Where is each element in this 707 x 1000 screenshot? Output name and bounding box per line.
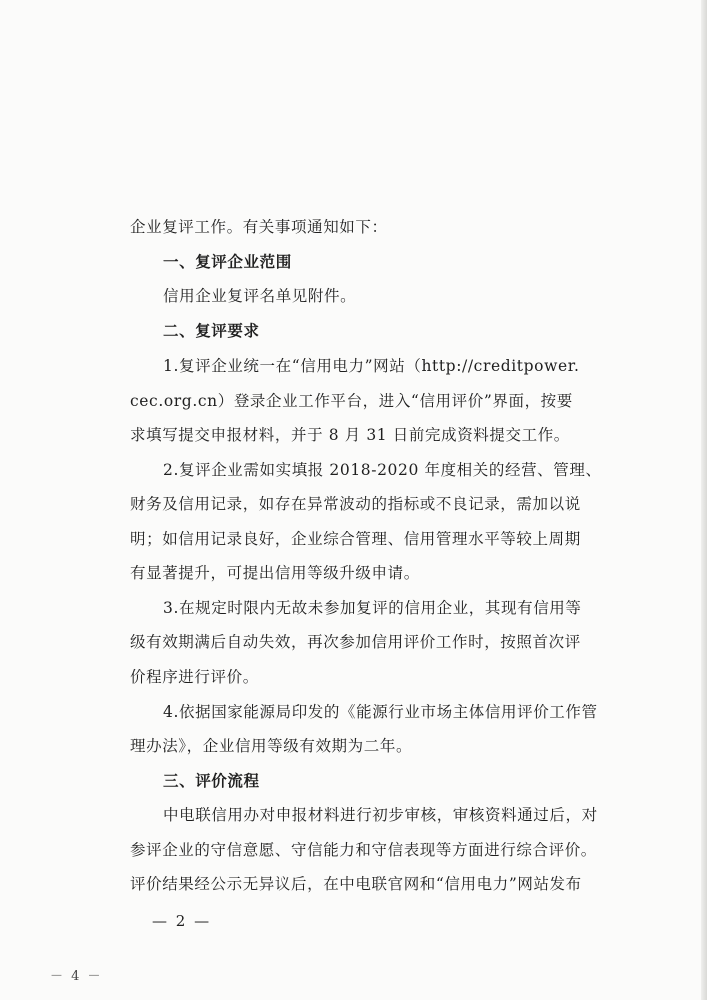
section-heading-1: 一、复评企业范围 bbox=[163, 253, 292, 271]
body-line: 2.复评企业需如实填报 2018-2020 年度相关的经营、管理、 bbox=[163, 461, 602, 479]
body-line: 企业复评工作。有关事项通知如下： bbox=[130, 218, 388, 236]
body-line: 参评企业的守信意愿、守信能力和守信表现等方面进行综合评价。 bbox=[130, 841, 597, 859]
body-line: 价程序进行评价。 bbox=[130, 668, 259, 686]
body-line: 4.依据国家能源局印发的《能源行业市场主体信用评价工作管 bbox=[163, 703, 598, 721]
page-number: — 2 — bbox=[152, 912, 212, 930]
section-heading-3: 三、评价流程 bbox=[163, 772, 260, 790]
body-line: 中电联信用办对申报材料进行初步审核，审核资料通过后，对 bbox=[163, 806, 598, 824]
body-line: 理办法》，企业信用等级有效期为二年。 bbox=[130, 737, 413, 755]
body-line: 1.复评企业统一在“信用电力”网站（http://creditpower. bbox=[163, 357, 580, 375]
body-line: 求填写提交申报材料，并于 8 月 31 日前完成资料提交工作。 bbox=[130, 426, 570, 444]
body-line: 评价结果经公示无异议后，在中电联官网和“信用电力”网站发布 bbox=[130, 875, 582, 893]
footer-page-number: － 4 － bbox=[50, 969, 103, 984]
body-line: 3.在规定时限内无故未参加复评的信用企业，其现有信用等 bbox=[163, 599, 582, 617]
body-line: 有显著提升，可提出信用等级升级申请。 bbox=[130, 564, 420, 582]
body-line: 财务及信用记录，如存在异常波动的指标或不良记录，需加以说 bbox=[130, 495, 581, 513]
page-edge-shadow bbox=[701, 0, 707, 1000]
body-line: 明；如信用记录良好，企业综合管理、信用管理水平等较上周期 bbox=[130, 530, 581, 548]
body-line: 级有效期满后自动失效，再次参加信用评价工作时，按照首次评 bbox=[130, 633, 581, 651]
section-heading-2: 二、复评要求 bbox=[163, 322, 260, 340]
body-line: cec.org.cn）登录企业工作平台，进入“信用评价”界面，按要 bbox=[130, 392, 573, 410]
body-line: 信用企业复评名单见附件。 bbox=[163, 287, 357, 305]
